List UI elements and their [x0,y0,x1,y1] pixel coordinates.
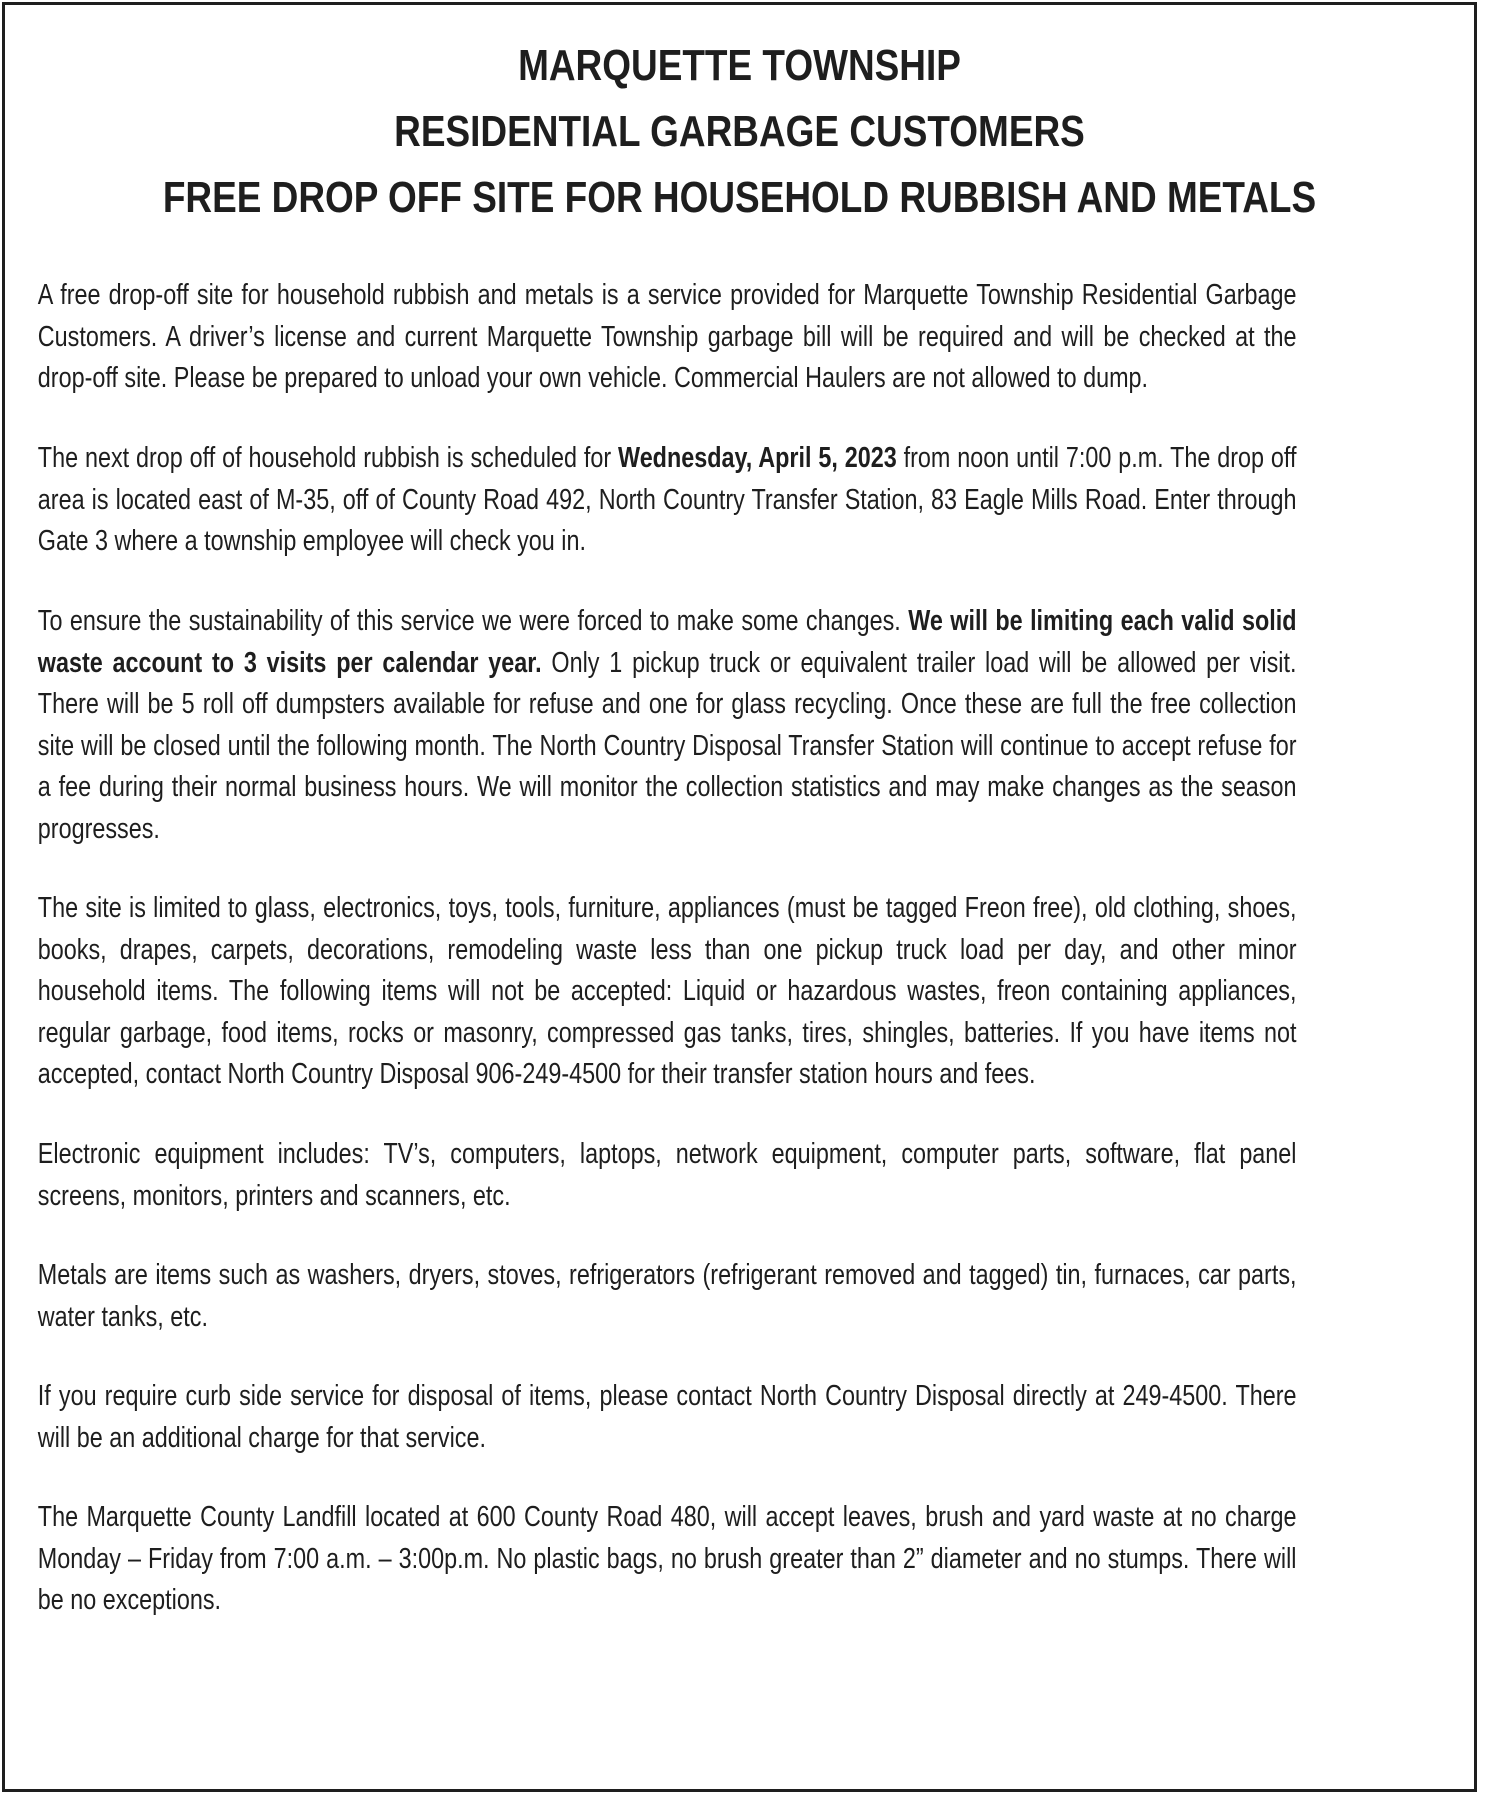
paragraph-sustainability-changes [5,601,1329,850]
notice-header [5,33,1474,231]
sustainability-text-end: Only 1 pickup truck or equivalent trailer load will be allowed per visit. There will be 5 roll off dumpsters available for refuse and one for glass recycling. Once these are full the free collection site will be closed until the following month. The North Country Disposal Transfer Station will continue to accept refuse for a fee during their normal business hours. We will monitor the collection statistics and may make changes as the season progresses. [37,646,1297,845]
sustainability-text-start: To ensure the sustainability of this service we were forced to make some changes. [37,605,909,637]
paragraph-curb-side-service: If you require curb side service for disposal of items, please contact North Country Disposal directly at 249-4500. There will be an additional charge for that service. [37,1380,1297,1454]
notice-body [5,275,1475,1660]
header-line-customers: RESIDENTIAL GARBAGE CUSTOMERS [394,107,1085,156]
notice-page [2,2,1477,1792]
paragraph-service-intro: A free drop-off site for household rubbish and metals is a service provided for Marquette Township Residential Garbage Customers. A driver’s license and current Marquette Township garbage bill will be required and will be checked at the drop-off site. Please be prepared to unload your own vehicle. Commercial Haulers are not allowed to dump. [37,279,1297,394]
paragraph-metals: Metals are items such as washers, dryers, stoves, refrigerators (refrigerant removed and tagged) tin, furnaces, car parts, water tanks, etc. [37,1259,1297,1333]
next-drop-off-text-end: from noon until 7:00 p.m. The drop off area is located east of M-35, off of County Road 492, North Country Transfer Station, 83 Eagle Mills Road. Enter through Gate 3 where a township employee will check you in. [37,442,1297,557]
header-line-drop-off-site: FREE DROP OFF SITE FOR HOUSEHOLD RUBBISH AND METALS [162,173,1317,222]
paragraph-next-drop-off [5,438,1329,563]
paragraph-accepted-items: The site is limited to glass, electronics, toys, tools, furniture, appliances (must be tagged Freon free), old clothing, shoes, books, drapes, carpets, decorations, remodeling waste less than one pickup truck load per day, and other minor household items. The following items will not be accepted: Liquid or hazardous wastes, freon containing appliances, regular garbage, food items, rocks or masonry, compressed gas tanks, tires, shingles, batteries. If you have items not accepted, contact North Country Disposal 906-249-4500 for their transfer station hours and fees. [37,892,1297,1090]
drop-off-date: Wednesday, April 5, 2023 [618,442,897,474]
paragraph-electronic-equipment: Electronic equipment includes: TV’s, computers, laptops, network equipment, computer parts, software, flat panel screens, monitors, printers and scanners, etc. [37,1138,1297,1212]
next-drop-off-text-start: The next drop off of household rubbish is scheduled for [37,442,619,474]
visit-limit-notice: We will be limiting each valid solid waste account to 3 visits per calendar year. [37,605,1297,679]
paragraph-county-landfill: The Marquette County Landfill located at 600 County Road 480, will accept leaves, brush and yard waste at no charge Monday – Friday from 7:00 a.m. – 3:00p.m. No plastic bags, no brush greater than 2” diameter and no stumps. There will be no exceptions. [37,1501,1297,1616]
header-line-township: MARQUETTE TOWNSHIP [518,41,961,90]
